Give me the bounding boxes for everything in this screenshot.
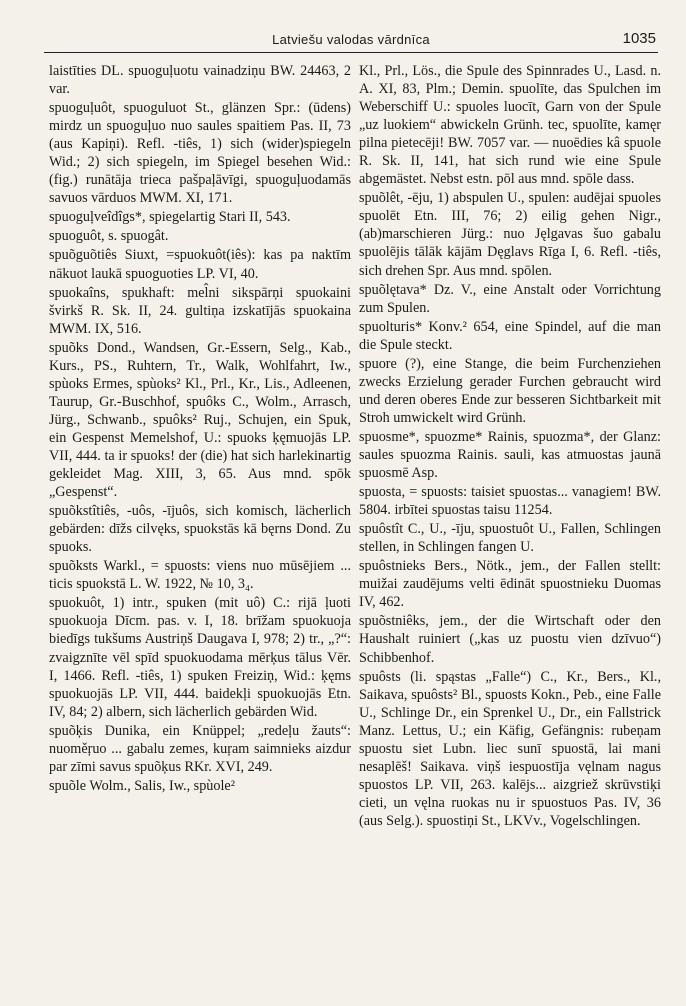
entry-spuoguot: spuoguôt, s. spuogât.	[49, 228, 169, 245]
entry-spuosts: spuôsts (li. spąstas „Falle“) C., Kr., Bers., Kl., Saikava, spuôsts² Bl., spuosts Kokn., Peb., eine Falle U., Schlinge Dr., ein Sprenkel U., Dr., ein Fallstrick Manz. Lettus, U.; ein Käfig, Gefängnis: rubeņam spuostu siet Lubn. liec sunī spuostā, lai mani nesaplēš! Saikava. viņš iespuostīja vęlnam nagus spuostos LP. VII, 263. kalējs... aizgriež skrūvstiķi cieti, un vęlna ruokas nu ir spuostuos Pas. IV, 36 (aus Selg.). spuostiņi St., LKVv., Vogelschlingen.	[359, 668, 661, 829]
entry-spuosta: spuosta, = spuosts: taisiet spuostas... vanagiem! BW. 5804. irbītei spuostas taisu 11254.	[359, 484, 661, 519]
entry-spuokuot: spuokuôt, 1) intr., spuken (mit uô) C.: rijā ļuoti spuokuoja Dīcm. pas. v. I, 18. brīžam spuokuoja biedīgs tukšums Austriņš Daugava I, 978; 2) tr., „?“: zvaigznīte vēl spīd spuokuodama mērķus tālus Vēr. I, 1466. Refl. -tiês, 1) spuken Freiziņ, Wid.: ķęms spuokuojās LP. VII, 444. baidekļi spuokuojās Etn. IV, 84; 2) albern, sich lächerlich gebärden Wid.	[49, 595, 351, 720]
entry-spuostnieks-2: spuõstniêks, jem., der die Wirtschaft oder den Haushalt ruiniert („kas uz puostu vien dzīvuo“) Schibbenhof.	[359, 613, 661, 666]
page-number: 1035	[622, 30, 656, 47]
entry-laistities: laistīties DL. spuoguļuotu vainadziņu BW. 24463, 2 var.	[49, 63, 351, 98]
entry-spuokis: spuõķis Dunika, ein Knüppel; „redeļu žauts“: nuoměŗuo ... gabalu zemes, kuŗam saimnieks aizdur par zīmi savus spuõķus RKr. XVI, 249.	[49, 722, 351, 775]
right-column	[359, 62, 661, 831]
entry-spuogulut: spuoguļuôt, spuoguluot St., glänzen Spr.: (ūdens) mirdz un spuoguļuo nuo saules spaitiem Pas. II, 73 (aus Kapiņi). Refl. -tiês, 1) sich (wider)spiegeln Wid.; 2) sich spiegeln, im Spiegel besehen Wid.: (fig.) runātāja trieca pašpaļāvīgi, spuoguļuodamās savuos vārduos MWM. XI, 171.	[49, 100, 351, 207]
entry-spuore: spuore (?), eine Stange, die beim Furchenziehen zwecks Erzielung gerader Furchen gebraucht wird und deren oberes Ende zur besseren Sichtbarkeit mit Stroh umwickelt wird Grünh.	[359, 355, 661, 426]
entry-spuokains: spuokaîns, spukhaft: mel̂ni sikspārņi spuokaini švirkš R. Sk. II, 24. gultiņa izskatījās spuokaina MWM. IX, 516.	[49, 284, 351, 337]
entry-spuoguoties: spuõguõtiês Siuxt, =spuokuôt(iês): kas pa naktīm nākuot laukā spuoguoties LP. VI, 40.	[49, 247, 351, 282]
entry-spuokstities: spuõkstîtiês, -uôs, -ījuôs, sich komisch, lächerlich gebärden: dīžs cilvęks, spuokstās kā bęrns Dond. Zu spuoks.	[49, 503, 351, 556]
entry-spuole-cont: Kl., Prl., Lös., die Spule des Spinnrades U., Lasd. n. A. XI, 83, Plm.; Demin. spuolīte, das Spulchen im Weberschiff U.: spuoles luocīt, Garn von der Spule „uz luokiem“ abwickeln Grünh. tec, spuolīte, kamęr pilna pietecēji! BW. 7057 var. — nuoēdies kâ spuole R. Sk. II, 141, hat sich rund wie eine Spule abgemästet. Nebst estn. pōl aus mnd. spōle dass.	[359, 63, 661, 188]
entry-spuogulveidigs: spuoguļveîdîgs*, spiegelartig Stari II, 543.	[49, 209, 291, 226]
running-title: Latviešu valodas vārdnīca	[272, 32, 430, 47]
entry-spuole: spuõle Wolm., Salis, Iw., spùole²	[49, 777, 235, 794]
left-column	[49, 62, 351, 796]
entry-spuosme: spuosme*, spuozme* Rainis, spuozma*, der Glanz: saules spuozma Rainis. sauli, kas atmuostas jaunā spuosmē Asp.	[359, 428, 661, 482]
entry-spuostit: spuôstît C., U., -īju, spuostuôt U., Fallen, Schlingen stellen, in Schlingen fangen U.	[359, 521, 661, 556]
entry-spuostnieks: spuôstnieks Bers., Nötk., jem., der Fallen stellt: muižai zaudējums velti ēdināt spuostnieku Duomas IV, 462.	[359, 558, 661, 611]
entry-spuolturis: spuolturis* Konv.² 654, eine Spindel, auf die man die Spule steckt.	[359, 318, 661, 353]
entry-spuoksts: spuõksts Warkl., = spuosts: viens nuo mūsējiem ... ticis spuokstā L. W. 1922, № 10, 3₄.	[49, 558, 351, 593]
page-header	[44, 32, 658, 53]
entry-spuolet: spuõlêt, -ēju, 1) abspulen U., spulen: audējai spuoles spuolēt Etn. III, 76; 2) eilig gehen Nigr., (ab)marschieren Jürg.: nuo Jęlgavas šuo gabalu spuolējis tālāk kājām Dęglavs Rīga I, 6. Refl. -tiês, sich drehen Spr. Aus mnd. spōlen.	[359, 190, 661, 279]
entry-spuoletava: spuõlętava* Dz. V., eine Anstalt oder Vorrichtung zum Spulen.	[359, 281, 661, 316]
entry-spuoks: spuõks Dond., Wandsen, Gr.-Essern, Selg., Kab., Kurs., PS., Ruhtern, Tr., Walk, Wohlfahrt, Iw., spùoks Ermes, spùoks² Kl., Prl., Kr., Lis., Adleenen, Taurup, Gr.-Buschhof, spuôks C., Wolm., Arrasch, Jürg., Schwanb., spuôks² Ruj., Schujen, ein Spuk, ein Gespenst Memelshof, U.: spuoks ķęmuojās LP. VII, 444. ta ir spuoks! der (die) hat sich harlekinartig gekleidet Mag. XIII, 3, 65. Aus mnd. spōk „Gespenst“.	[49, 339, 351, 501]
